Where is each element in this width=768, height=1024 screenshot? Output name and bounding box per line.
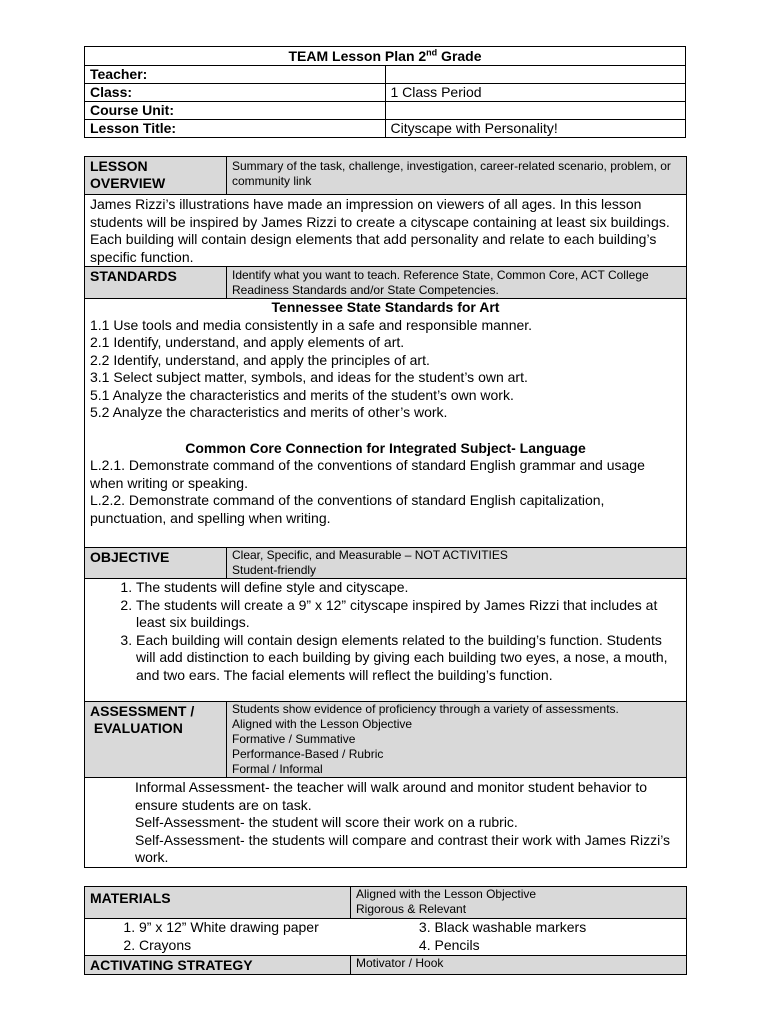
materials-list-2 xyxy=(351,919,687,954)
assessment-body-row xyxy=(85,778,687,868)
common-core-item: L.2.1. Demonstrate command of the conventions of standard English grammar and usage when writing or speaking. xyxy=(90,457,645,491)
objective-desc: Clear, Specific, and Measurable – NOT ACTIVITIES Student-friendly xyxy=(227,548,687,579)
assessment-label: ASSESSMENT / EVALUATION xyxy=(85,702,227,778)
assessment-body xyxy=(85,778,687,868)
objective-header-row xyxy=(85,548,687,579)
material-item: 2. Crayons xyxy=(139,937,351,955)
course-unit-label: Course Unit: xyxy=(85,102,386,120)
material-item: 4. Pencils xyxy=(435,937,687,955)
common-core-item: L.2.2. Demonstrate command of the conventions of standard English capitalization, punctuation, and spelling when writing. xyxy=(90,492,605,526)
material-item: 1. 9” x 12” White drawing paper xyxy=(139,919,351,937)
standards-body xyxy=(85,299,687,548)
tn-standard-item: 5.1 Analyze the characteristics and merits of the student’s own work. xyxy=(90,386,514,403)
lesson-plan-title: TEAM Lesson Plan 2nd Grade xyxy=(85,47,686,66)
materials-col2 xyxy=(351,919,687,956)
objective-item: 3. Each building will contain design elements related to the building’s function. Students will add distinction to each building by giving each building two eyes, a nose, a mouth, and two ears. The facial elements will reflect the building’s function. xyxy=(136,632,681,685)
tn-standard-item: 2.1 Identify, understand, and apply elements of art. xyxy=(90,334,405,350)
course-unit-value xyxy=(385,102,686,120)
common-core-heading: Common Core Connection for Integrated Subject- Language xyxy=(185,439,586,456)
header-row-teacher xyxy=(85,66,686,84)
lesson-title-label: Lesson Title: xyxy=(85,120,386,138)
assessment-item: Self-Assessment- the student will score their work on a rubric. xyxy=(135,814,518,830)
activating-strategy-desc: Motivator / Hook xyxy=(351,956,687,975)
materials-list-1 xyxy=(85,919,351,954)
tn-standard-item: 1.1 Use tools and media consistently in a safe and responsible manner. xyxy=(90,316,533,333)
lesson-title-value: Cityscape with Personality! xyxy=(385,120,686,138)
lesson-overview-desc: Summary of the task, challenge, investigation, career-related scenario, problem, or community link xyxy=(227,157,687,195)
objective-item: 2. The students will create a 9” x 12” cityscape inspired by James Rizzi that includes at least six buildings. xyxy=(136,597,681,632)
activating-strategy-label: ACTIVATING STRATEGY xyxy=(85,956,351,975)
assessment-header-row xyxy=(85,702,687,778)
objective-body-row xyxy=(85,579,687,702)
teacher-value xyxy=(385,66,686,84)
assessment-item: Informal Assessment- the teacher will walk around and monitor student behavior to ensure students are on task. xyxy=(135,779,648,813)
objective-list xyxy=(90,579,681,684)
lesson-overview-label: LESSON OVERVIEW xyxy=(85,157,227,195)
overview-header-row xyxy=(85,157,687,195)
objective-body xyxy=(85,579,687,702)
lesson-overview-body: James Rizzi’s illustrations have made an impression on viewers of all ages. In this lesson students will be inspired by James Rizzi to create a cityscape containing at least six buildings. Each building will contain design elements that add personality and relate to each building’s specific function. xyxy=(85,195,687,267)
material-item: 3. Black washable markers xyxy=(435,919,687,937)
standards-desc: Identify what you want to teach. Reference State, Common Core, ACT College Readiness Standards and/or State Competencies. xyxy=(227,267,687,299)
objective-item: 1. The students will define style and cityscape. xyxy=(136,579,681,597)
materials-col1 xyxy=(85,919,351,956)
tn-standard-item: 5.2 Analyze the characteristics and merits of other’s work. xyxy=(90,404,448,420)
overview-body-row xyxy=(85,195,687,267)
header-table xyxy=(84,46,686,138)
assessment-desc: Students show evidence of proficiency through a variety of assessments. Aligned with the Lesson Objective Formative / Summative Performance-Based / Rubric Formal / Informal xyxy=(227,702,687,778)
tn-standard-item: 3.1 Select subject matter, symbols, and ideas for the student’s own art. xyxy=(90,369,528,385)
class-value: 1 Class Period xyxy=(385,84,686,102)
class-label: Class: xyxy=(85,84,386,102)
standards-label: STANDARDS xyxy=(85,267,227,299)
teacher-label: Teacher: xyxy=(85,66,386,84)
activating-row xyxy=(85,956,687,975)
tn-standard-item: 2.2 Identify, understand, and apply the principles of art. xyxy=(90,351,430,368)
standards-body-row xyxy=(85,299,687,548)
assessment-item: Self-Assessment- the students will compare and contrast their work with James Rizzi’s work. xyxy=(135,831,671,865)
objective-label: OBJECTIVE xyxy=(85,548,227,579)
header-row-class xyxy=(85,84,686,102)
materials-table xyxy=(84,886,687,975)
header-row-lesson-title xyxy=(85,120,686,138)
standards-header-row xyxy=(85,267,687,299)
materials-desc: Aligned with the Lesson Objective Rigorous & Relevant xyxy=(351,887,687,919)
header-row-course-unit xyxy=(85,102,686,120)
main-table xyxy=(84,156,687,868)
tn-standards-heading: Tennessee State Standards for Art xyxy=(271,299,500,315)
materials-header-row xyxy=(85,887,687,919)
materials-body-row xyxy=(85,919,687,956)
materials-label: MATERIALS xyxy=(85,887,351,919)
